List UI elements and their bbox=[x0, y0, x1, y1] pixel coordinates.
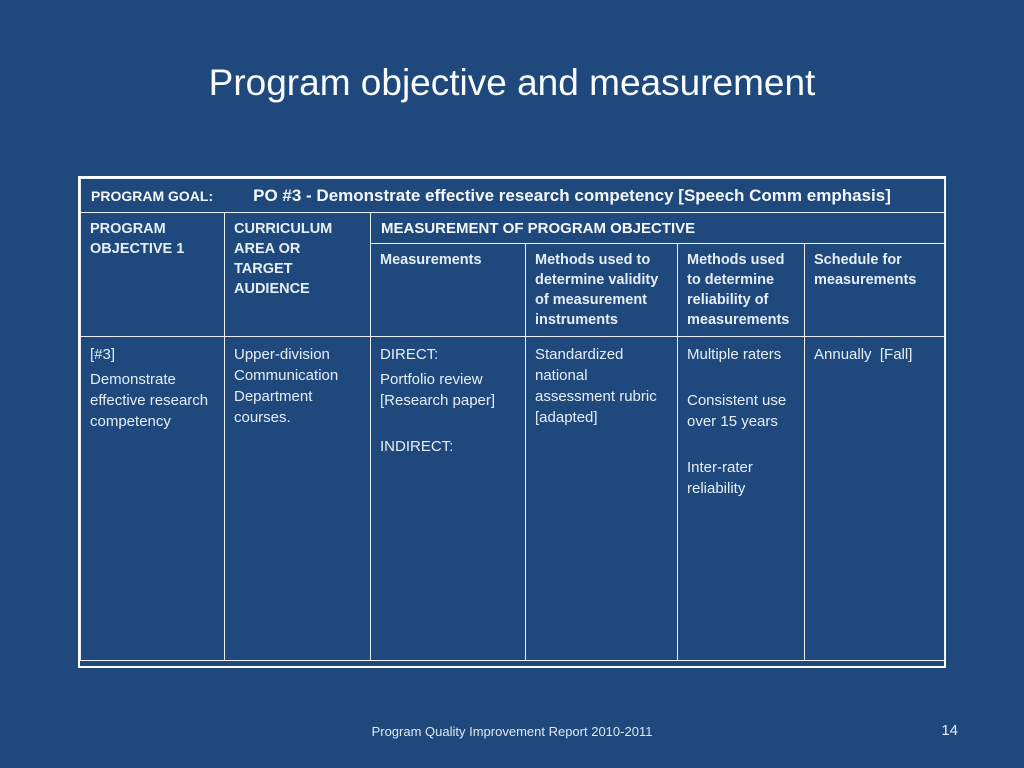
schedule-text: Annually [Fall] bbox=[814, 346, 913, 363]
objective-text: Demonstrate effective research competency bbox=[90, 371, 213, 430]
reliability-item-1: Multiple raters bbox=[687, 346, 782, 363]
program-goal-value: PO #3 - Demonstrate effective research competency [Speech Comm emphasis] bbox=[253, 185, 891, 205]
objective-data-row bbox=[81, 337, 945, 661]
curriculum-text: Upper-division Communication Department courses. bbox=[234, 346, 343, 426]
program-goal-cell bbox=[81, 179, 945, 213]
reliability-item-2: Consistent use over 15 years bbox=[687, 392, 791, 430]
program-goal-label: PROGRAM GOAL: bbox=[91, 187, 214, 204]
measurements-indirect-label: INDIRECT: bbox=[380, 438, 454, 455]
header-validity-methods: Methods used to determine validity of measurement instruments bbox=[526, 244, 678, 337]
slide-title: Program objective and measurement bbox=[208, 62, 816, 103]
header-curriculum-area: CURRICULUM AREA OR TARGET AUDIENCE bbox=[225, 213, 371, 337]
header-measurement-of-program-objective: MEASUREMENT OF PROGRAM OBJECTIVE bbox=[371, 213, 945, 244]
validity-text: Standardized national assessment rubric [adapted] bbox=[535, 346, 661, 426]
header-program-objective: PROGRAM OBJECTIVE 1 bbox=[81, 213, 225, 337]
cell-measurements bbox=[371, 337, 526, 661]
page-number: 14 bbox=[941, 722, 958, 739]
footer bbox=[0, 722, 1024, 744]
spacer-line bbox=[687, 436, 796, 457]
spacer-line bbox=[380, 415, 517, 436]
header-measurements: Measurements bbox=[371, 244, 526, 337]
program-goal-row bbox=[81, 179, 945, 213]
objective-number: [#3] bbox=[90, 346, 116, 363]
cell-validity-methods bbox=[526, 337, 678, 661]
header-reliability-methods: Methods used to determine reliability of measurements bbox=[678, 244, 805, 337]
program-table-frame bbox=[78, 176, 946, 668]
header-schedule: Schedule for measurements bbox=[805, 244, 945, 337]
cell-curriculum-area bbox=[225, 337, 371, 661]
measurements-direct-items: Portfolio review [Research paper] bbox=[380, 371, 496, 409]
cell-reliability-methods bbox=[678, 337, 805, 661]
cell-program-objective bbox=[81, 337, 225, 661]
reliability-item-3: Inter-rater reliability bbox=[687, 459, 758, 497]
program-objective-table bbox=[80, 178, 945, 661]
measurement-group-row bbox=[81, 213, 945, 244]
spacer-line bbox=[687, 369, 796, 390]
cell-schedule bbox=[805, 337, 945, 661]
footer-report-title: Program Quality Improvement Report 2010-2011 bbox=[371, 724, 653, 739]
measurements-direct-label: DIRECT: bbox=[380, 346, 439, 363]
